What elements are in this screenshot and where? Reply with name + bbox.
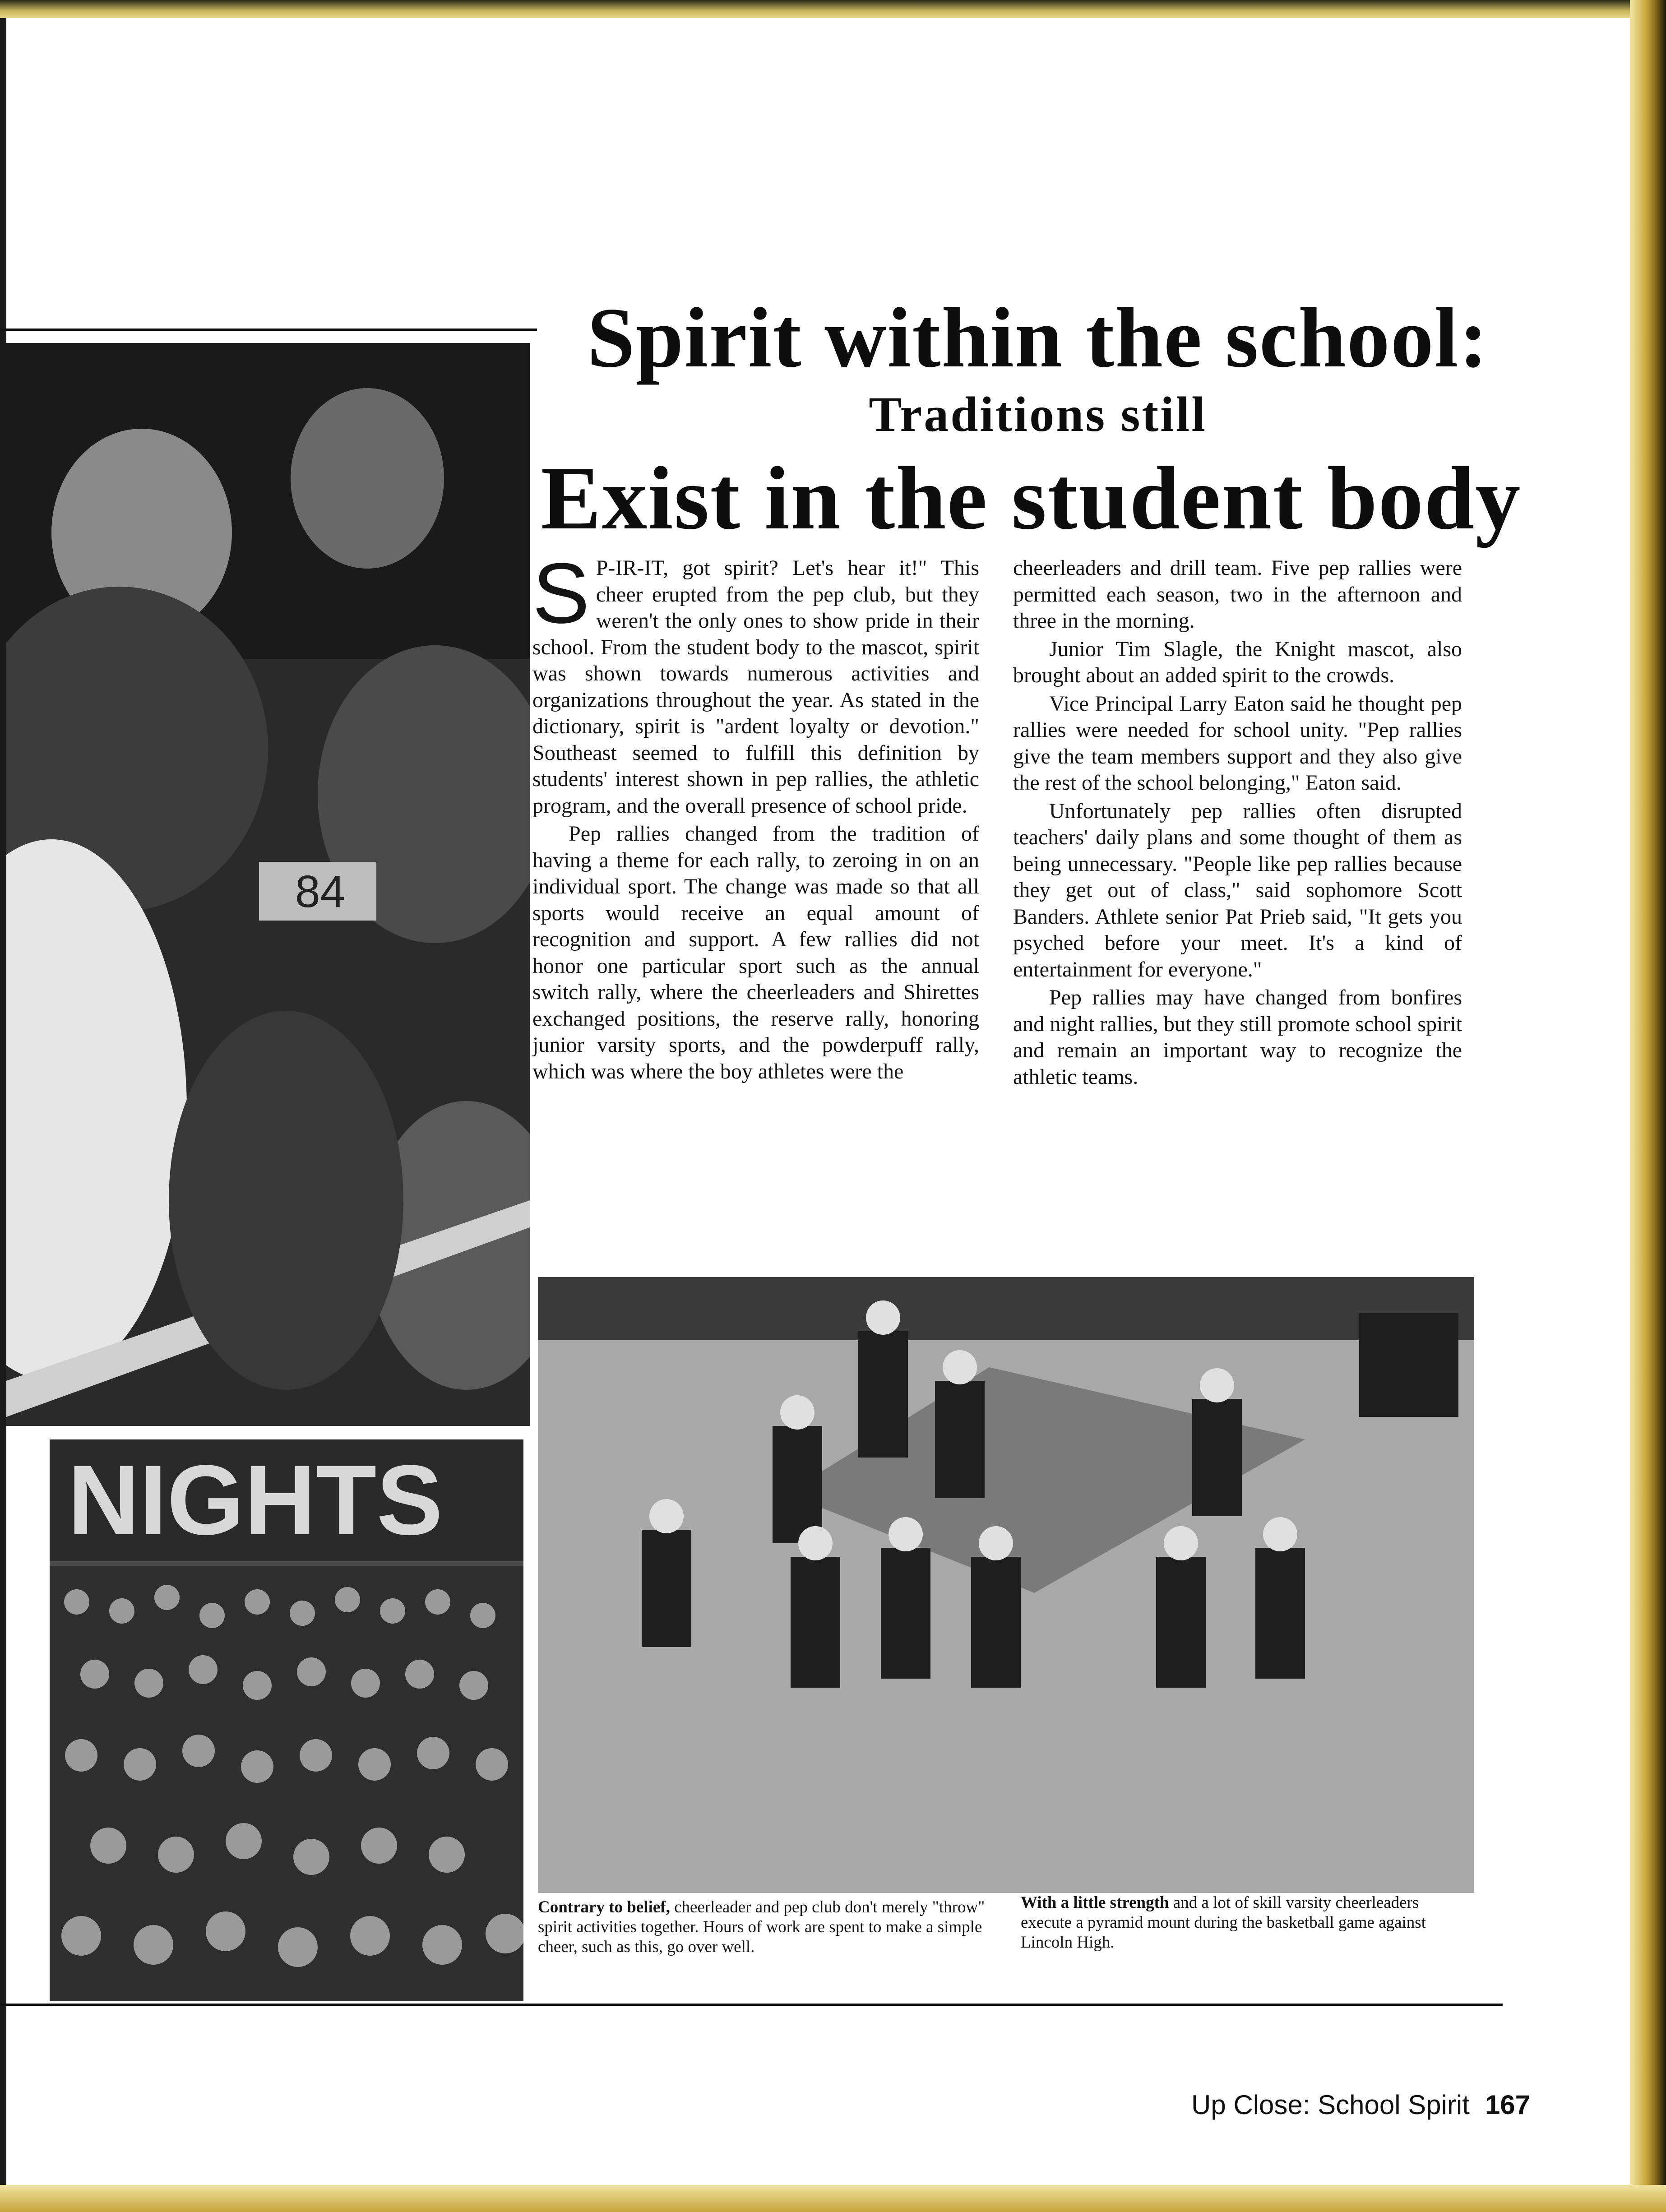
article-paragraph: Vice Principal Larry Eaton said he thought pep rallies were needed for school unity. "Pep rallies give the team members support and they also give the rest of the school belonging," Eaton said. xyxy=(1013,691,1462,795)
page-edge-left xyxy=(0,0,6,2212)
article-column-2 xyxy=(1013,555,1462,1259)
article-paragraph xyxy=(532,555,979,819)
bottom-rule xyxy=(0,2004,1503,2006)
paragraph-text: P-IR-IT, got spirit? Let's hear it!" This cheer erupted from the pep club, but they weren't the only ones to show pride in their school. From the student body to the mascot, spirit was shown towards numerous activities and organizations throughout the year. As stated in the dictionary, spirit is "ardent loyalty or devotion." Southeast seemed to fulfill this definition by students' interest shown in pep rallies, the athletic program, and the overall presence of school pride. xyxy=(532,556,979,818)
page-number: 167 xyxy=(1485,2090,1531,2120)
page-footer xyxy=(1191,2089,1530,2120)
article-paragraph: cheerleaders and drill team. Five pep rallies were permitted each season, two in the afternoon and three in the morning. xyxy=(1013,556,1462,633)
caption-lead: Contrary to belief, xyxy=(538,1898,670,1916)
article-paragraph: Unfortunately pep rallies often disrupted teachers' daily plans and some thought of them as being unnecessary. "People like pep rallies because they get out of class," said sophomore Scott Banders. Athlete senior Pat Prieb said, "It gets you psyched before your meet. It's a kind of entertainment for everyone." xyxy=(1013,799,1462,981)
page-edge-top xyxy=(0,0,1666,18)
caption-text: and a lot of skill varsity cheerleaders execute a pyramid mount during the basketball game against Lincoln High. xyxy=(1021,1893,1426,1952)
caption-lead: With a little strength xyxy=(1021,1893,1169,1912)
section-title: Up Close: School Spirit xyxy=(1191,2090,1470,2120)
article-paragraph: Pep rallies may have changed from bonfires and night rallies, but they still promote school spirit and remain an important way to recognize the athletic teams. xyxy=(1013,986,1462,1089)
jacket-number-text: 84 xyxy=(295,866,346,917)
page-edge-bottom xyxy=(0,2185,1666,2212)
photo-cheerleader-pyramid xyxy=(538,1277,1474,1893)
drop-cap: S xyxy=(532,555,590,641)
photo-caption-left xyxy=(538,1897,989,1957)
page-binding-edge xyxy=(1630,0,1666,2212)
photo-student-crowd xyxy=(50,1439,523,2001)
headline-line-2: Traditions still xyxy=(869,387,1207,442)
headline-line-1: Spirit within the school: xyxy=(587,291,1489,385)
photo-cheering-students xyxy=(6,343,530,1426)
article-column-1 xyxy=(532,555,979,1268)
photo-caption-right xyxy=(1021,1893,1472,1953)
headline-line-3: Exist in the student body xyxy=(541,449,1522,548)
caption-text: cheerleader and pep club don't merely "throw" spirit activities together. Hours of work are spent to make a simple cheer, such as this, go over well. xyxy=(538,1898,985,1956)
top-left-rule xyxy=(0,329,537,331)
article-paragraph: Pep rallies changed from the tradition of having a theme for each rally, to zeroing in on an individual sport. The change was made so that all sports would receive an equal amount of recognition and support. A few rallies did not honor one particular sport such as the annual switch rally, where the cheerleaders and Shirettes exchanged positions, the reserve rally, honoring junior varsity sports, and the powderpuff rally, which was where the boy athletes were the xyxy=(532,822,979,1083)
crowd-banner-text: NIGHTS xyxy=(68,1444,443,1555)
article-paragraph: Junior Tim Slagle, the Knight mascot, also brought about an added spirit to the crowds. xyxy=(1013,637,1462,687)
